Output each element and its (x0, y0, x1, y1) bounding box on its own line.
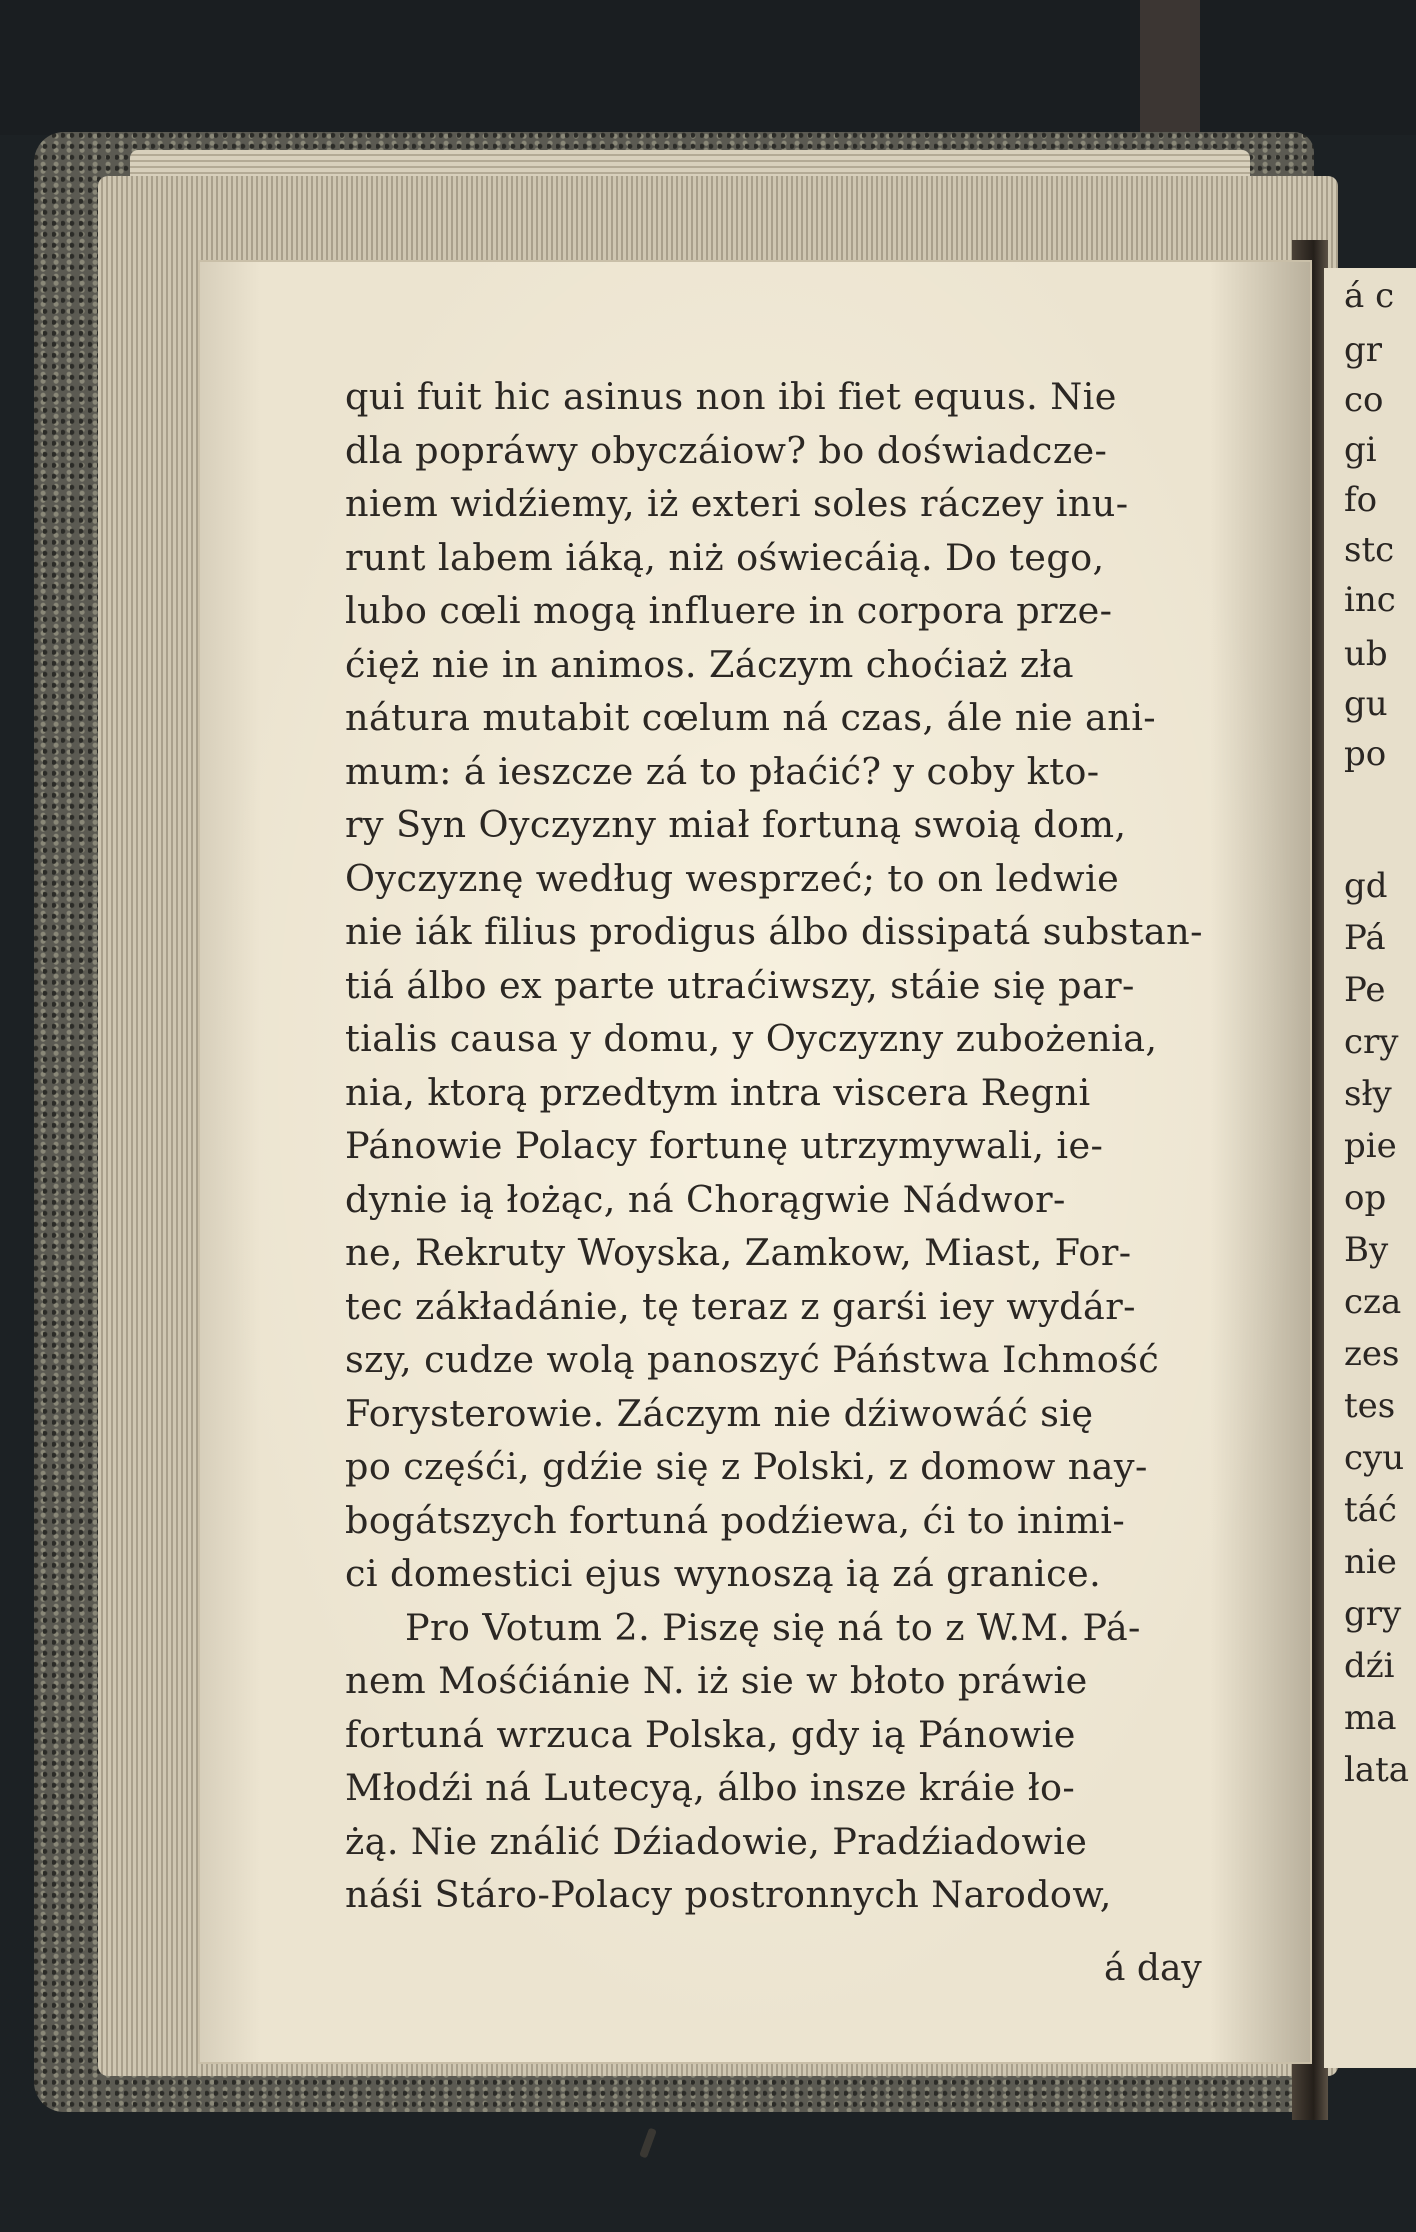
catchword: á day (1104, 1948, 1202, 1989)
text-line: niem widźiemy, iż exteri soles ráczey inu- (345, 482, 1129, 525)
facing-page-fragment: dźi (1344, 1646, 1395, 1686)
text-line: Młodźi ná Lutecyą, álbo insze kráie ło- (345, 1766, 1076, 1809)
facing-page-fragment: sły (1344, 1074, 1392, 1114)
facing-page-fragment: co (1344, 380, 1384, 420)
facing-page-fragment: stc (1344, 530, 1395, 570)
text-line: mum: á ieszcze zá to płaćić? y coby kto- (345, 749, 1100, 793)
facing-page-fragment: cza (1344, 1282, 1402, 1322)
text-line: fortuná wrzuca Polska, gdy ią Pánowie (345, 1712, 1076, 1756)
text-line: dynie ią łożąc, ná Chorągwie Nádwor- (345, 1177, 1066, 1221)
text-line: tiá álbo ex parte utraćiwszy, stáie się par- (345, 963, 1135, 1007)
text-line: po częśći, gdźie się z Polski, z domow nay- (345, 1445, 1148, 1488)
facing-page-fragment: By (1344, 1230, 1389, 1270)
facing-page-fragment: Pe (1344, 970, 1386, 1010)
text-line: Forysterowie. Záczym nie dźiwowáć się (345, 1391, 1094, 1435)
facing-page-fragment: á c (1344, 276, 1395, 316)
ink-smudge (639, 2128, 657, 2159)
text-line: lubo cœli mogą influere in corpora prze- (345, 589, 1113, 632)
facing-page-fragment: gu (1344, 684, 1388, 724)
facing-page-fragment: po (1344, 734, 1387, 774)
text-line: tialis causa y domu, y Oyczyzny zubożenia, (345, 1017, 1158, 1060)
text-line: ry Syn Oyczyzny miał fortuną swoią dom, (345, 803, 1127, 846)
facing-page-fragment: nie (1344, 1542, 1397, 1582)
text-line: qui fuit hic asinus non ibi fiet equus. Nie (345, 375, 1117, 418)
text-line: nátura mutabit cœlum ná czas, ále nie ani- (345, 696, 1157, 739)
text-line: nem Mośćiánie N. iż sie w błoto práwie (345, 1659, 1088, 1702)
text-line: nia, ktorą przedtym intra viscera Regni (345, 1070, 1091, 1114)
page-text (345, 370, 1285, 1922)
facing-page-fragment: pie (1344, 1126, 1397, 1166)
text-line: nie iák filius prodigus álbo dissipatá substan- (345, 910, 1203, 953)
facing-page-fragment: lata (1344, 1750, 1410, 1790)
text-line: bogátszych fortuná podźiewa, ći to inimi- (345, 1498, 1126, 1542)
facing-page-fragment: ma (1344, 1698, 1397, 1738)
text-line: tec zákładánie, tę teraz z garśi iey wydár- (345, 1284, 1136, 1328)
text-line: ne, Rekruty Woyska, Zamkow, Miast, For- (345, 1231, 1132, 1274)
background (0, 0, 1416, 135)
facing-page-fragment: Pá (1344, 918, 1386, 958)
facing-page-fragment: inc (1344, 580, 1396, 620)
facing-page-fragment: gd (1344, 866, 1388, 906)
facing-page-fragment: gry (1344, 1594, 1402, 1634)
facing-page-fragment: ub (1344, 634, 1388, 674)
text-line: ci domestici ejus wynoszą ią zá granice. (345, 1552, 1102, 1595)
text-line: szy, cudze wolą panoszyć Páństwa Ichmość (345, 1338, 1160, 1381)
text-line: Pro Votum 2. Piszę się ná to z W.M. Pá- (405, 1605, 1141, 1649)
text-line: ćięż nie in animos. Záczym choćiaż zła (345, 642, 1074, 686)
text-line: náśi Stáro-Polacy postronnych Narodow, (345, 1873, 1112, 1916)
facing-page-fragment: gi (1344, 430, 1377, 470)
facing-page-fragment: fo (1344, 480, 1378, 520)
text-line: dla popráwy obyczáiow? bo doświadcze- (345, 428, 1108, 472)
text-line: żą. Nie ználić Dźiadowie, Pradźiadowie (345, 1819, 1088, 1863)
text-line: runt labem iáką, niż oświecáią. Do tego, (345, 535, 1105, 579)
facing-page-fragment: gr (1344, 330, 1383, 370)
facing-page-fragment: tes (1344, 1386, 1396, 1426)
facing-page-fragment: cry (1344, 1022, 1399, 1062)
text-line: Pánowie Polacy fortunę utrzymywali, ie- (345, 1124, 1104, 1167)
facing-page-fragment: zes (1344, 1334, 1400, 1374)
facing-page-fragment: cyu (1344, 1438, 1405, 1478)
facing-page-fragment: táć (1344, 1490, 1397, 1530)
facing-page-fragment: op (1344, 1178, 1387, 1218)
text-line: Oyczyznę według wesprzeć; to on ledwie (345, 856, 1120, 900)
facing-page (1324, 268, 1416, 2068)
